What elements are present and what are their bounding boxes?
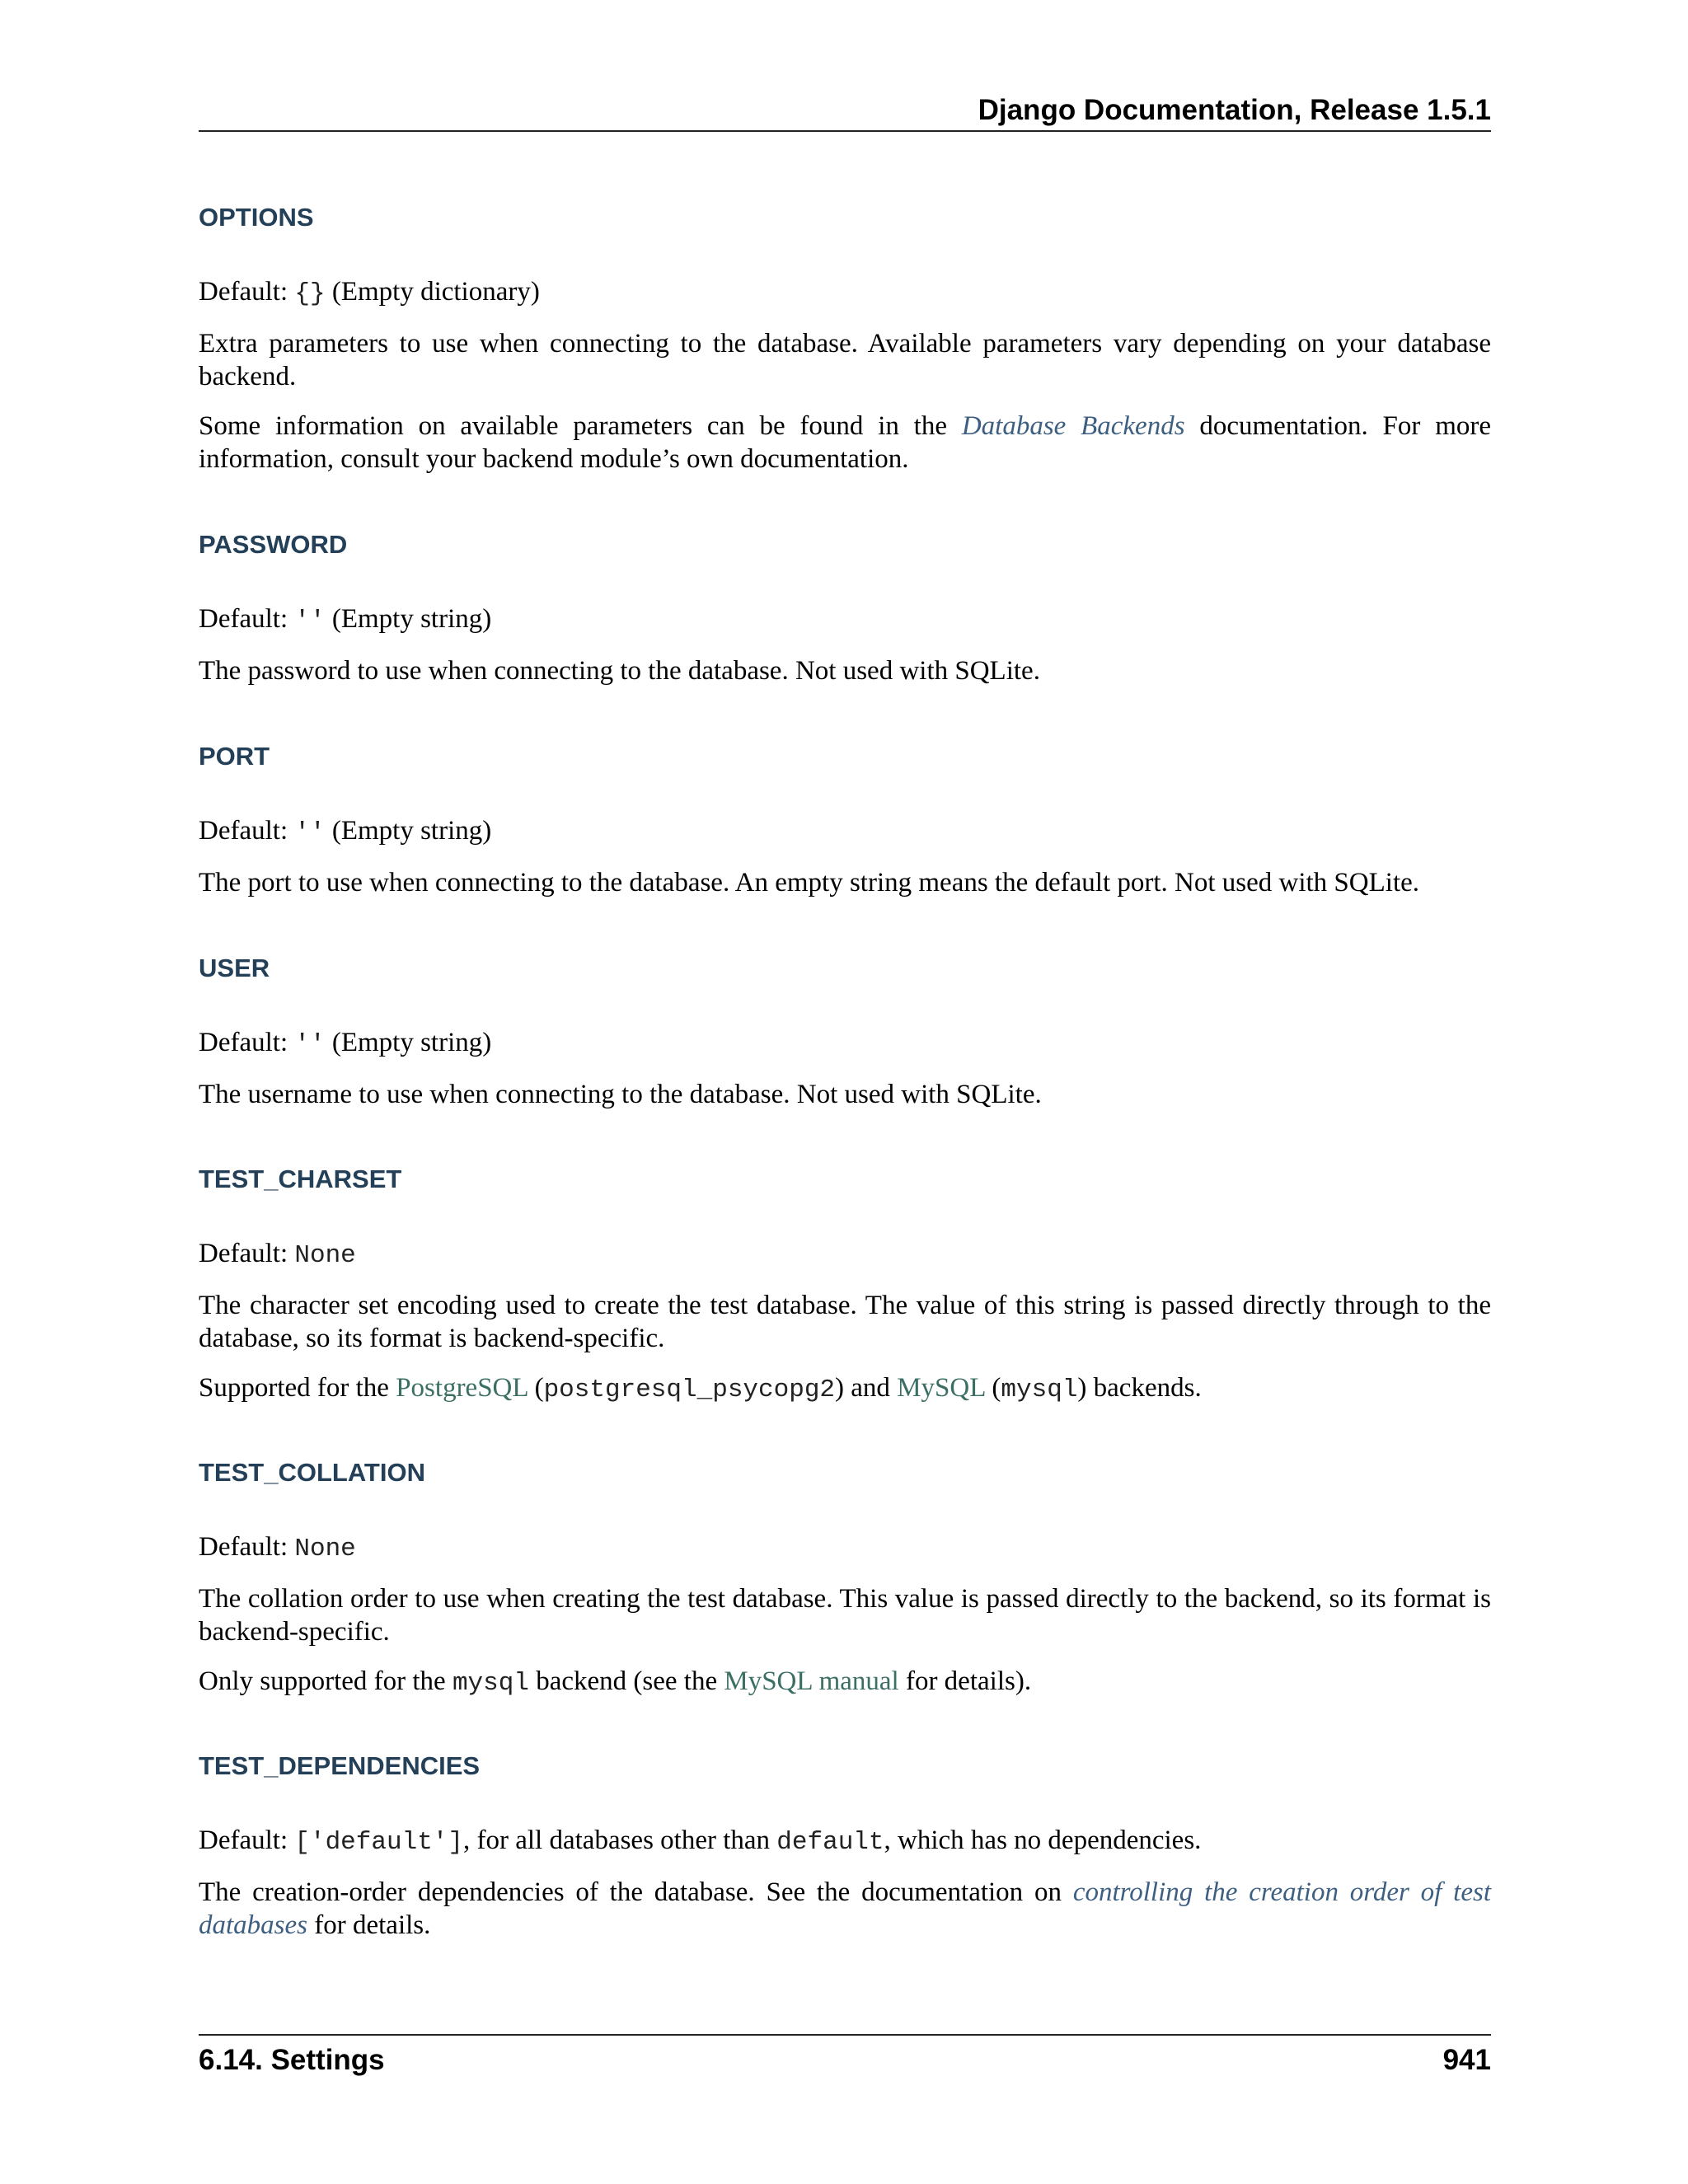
setting-title: TEST_CHARSET: [199, 1165, 402, 1193]
database-backends-link[interactable]: Database Backends: [961, 411, 1185, 441]
setting-test-charset: [199, 1163, 1491, 1423]
setting-description: The username to use when connecting to the database. Not used with SQLite.: [199, 1080, 1042, 1109]
setting-port: [199, 740, 1491, 916]
setting-title: USER: [199, 954, 270, 982]
page-number: 941: [1442, 2044, 1491, 2076]
header-rule: [199, 130, 1491, 132]
default-value: Default: '' (Empty string): [199, 816, 492, 847]
footer-section: 6.14. Settings: [199, 2044, 385, 2076]
setting-note: Supported for the PostgreSQL (postgresql_psycopg2) and MySQL (mysql) backends.: [199, 1373, 1202, 1404]
running-header: Django Documentation, Release 1.5.1: [978, 94, 1491, 126]
setting-description: The port to use when connecting to the database. An empty string means the default port. Not used with SQLite.: [199, 868, 1420, 898]
setting-title: TEST_COLLATION: [199, 1458, 425, 1487]
setting-password: [199, 528, 1491, 704]
setting-description: The character set encoding used to create the test database. The value of this string is passed directly through to the database, so its format is backend-specific.: [199, 1291, 1491, 1353]
page-footer: [199, 2041, 1491, 2080]
setting-test-collation: [199, 1456, 1491, 1717]
setting-title: TEST_DEPENDENCIES: [199, 1751, 481, 1780]
default-value: Default: None: [199, 1532, 356, 1563]
setting-options: [199, 201, 1491, 492]
setting-description: The password to use when connecting to the database. Not used with SQLite.: [199, 656, 1040, 686]
setting-title: PASSWORD: [199, 530, 348, 559]
setting-note: Some information on available parameters can be found in the Database Backends documentation. For more information, consult your backend module’s own documentation.: [199, 411, 1491, 474]
mysql-link[interactable]: MySQL: [897, 1373, 986, 1403]
default-value: Default: '' (Empty string): [199, 1028, 492, 1059]
mysql-manual-link[interactable]: MySQL manual: [724, 1666, 899, 1696]
setting-description: Extra parameters to use when connecting to the database. Available parameters vary depending on your database backend.: [199, 329, 1491, 391]
postgresql-link[interactable]: PostgreSQL: [396, 1373, 528, 1403]
default-value: Default: '' (Empty string): [199, 604, 492, 635]
setting-user: [199, 952, 1491, 1127]
footer-rule: [199, 2034, 1491, 2036]
default-value: Default: {} (Empty dictionary): [199, 277, 540, 308]
document-page: [199, 0, 1491, 2184]
default-value: Default: ['default'], for all databases other than default, which has no dependencies.: [199, 1825, 1202, 1857]
default-value: Default: None: [199, 1239, 356, 1270]
setting-title: OPTIONS: [199, 203, 314, 232]
setting-note: Only supported for the mysql backend (see the MySQL manual for details).: [199, 1666, 1032, 1698]
setting-test-dependencies: [199, 1750, 1491, 1958]
setting-description: The collation order to use when creating the test database. This value is passed directly to the backend, so its format is backend-specific.: [199, 1584, 1491, 1647]
test-database-order-link[interactable]: controlling the creation order of test databases: [199, 1877, 1491, 1940]
setting-description: The creation-order dependencies of the database. See the documentation on controlling the creation order of test databases for details.: [199, 1877, 1491, 1940]
setting-title: PORT: [199, 742, 270, 771]
